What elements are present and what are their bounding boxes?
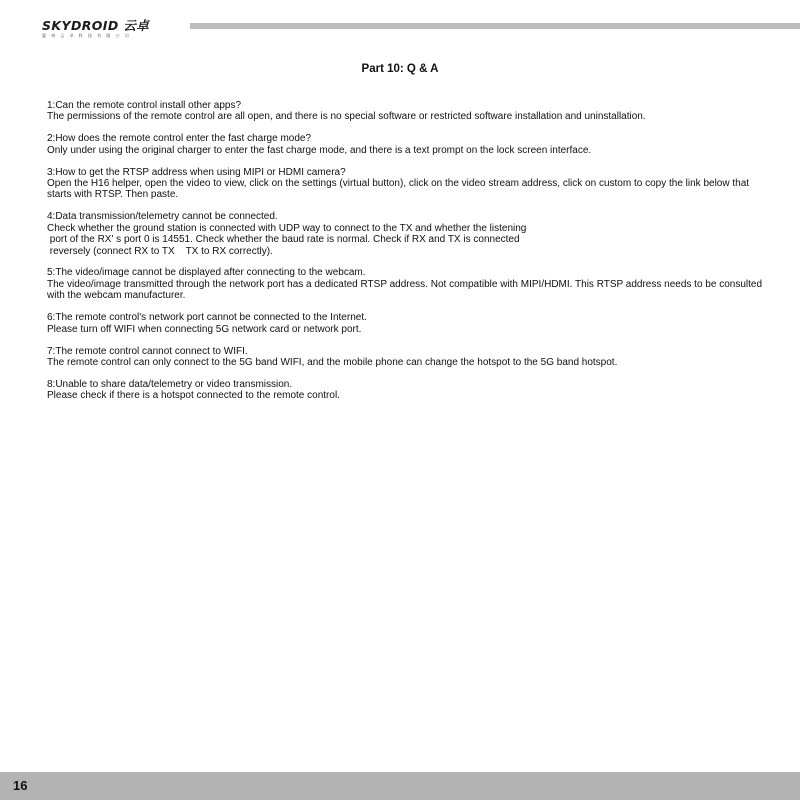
answer: Please check if there is a hotspot connected to the remote control. <box>47 390 340 402</box>
page-number: 16 <box>13 778 28 793</box>
question: 1:Can the remote control install other apps? <box>47 100 241 111</box>
brand-subtitle: 惠州云卓科技有限公司 <box>42 33 134 38</box>
skydroid-logo <box>42 19 149 38</box>
question: 2:How does the remote control enter the fast charge mode? <box>47 133 312 145</box>
question: 6:The remote control's network port cannot be connected to the Internet. <box>47 312 367 324</box>
question: 3:How to get the RTSP address when using MIPI or HDMI camera? <box>47 166 346 178</box>
question: 4:Data transmission/telemetry cannot be connected. <box>47 211 278 223</box>
answer: The permissions of the remote control are all open, and there is no special software or restricted software installation and uninstallation. <box>47 111 646 123</box>
answer: Only under using the original charger to enter the fast charge mode, and there is a text prompt on the lock screen interface. <box>47 144 592 156</box>
qa-item <box>47 211 767 257</box>
page-footer <box>0 772 800 800</box>
qa-item <box>47 267 767 301</box>
qa-item <box>47 346 767 369</box>
qa-list <box>47 100 767 412</box>
qa-item <box>47 100 767 123</box>
page-title: Part 10: Q & A <box>361 63 439 75</box>
page-header <box>0 0 800 44</box>
question: 8:Unable to share data/telemetry or video transmission. <box>47 378 293 390</box>
question: 5:The video/image cannot be displayed after connecting to the webcam. <box>47 267 366 279</box>
answer: Open the H16 helper, open the video to view, click on the settings (virtual button), click on the video stream address, click on custom to copy the link below that starts with RTSP. Then paste. <box>47 178 752 201</box>
answer: The video/image transmitted through the network port has a dedicated RTSP address. Not compatible with MIPI/HDMI. This RTSP address needs to be consulted with the webcam manufacturer. <box>47 278 765 302</box>
answer: The remote control can only connect to the 5G band WIFI, and the mobile phone can change the hotspot to the 5G band hotspot. <box>47 356 618 368</box>
answer: Please turn off WIFI when connecting 5G network card or network port. <box>47 323 362 335</box>
brand-name: SKYDROID 云卓 <box>42 18 150 33</box>
qa-item <box>47 312 767 335</box>
qa-item <box>47 379 767 402</box>
qa-item <box>47 167 767 201</box>
qa-item <box>47 133 767 156</box>
answer: Check whether the ground station is connected with UDP way to connect to the TX and whether the listening port of the RX' s port 0 is 14551. Check whether the baud rate is normal. Check if RX and TX is connected reversely (connect RX to TX TX to RX correctly). <box>47 222 527 257</box>
question: 7:The remote control cannot connect to WIFI. <box>47 345 248 357</box>
header-divider-bar <box>190 23 800 29</box>
